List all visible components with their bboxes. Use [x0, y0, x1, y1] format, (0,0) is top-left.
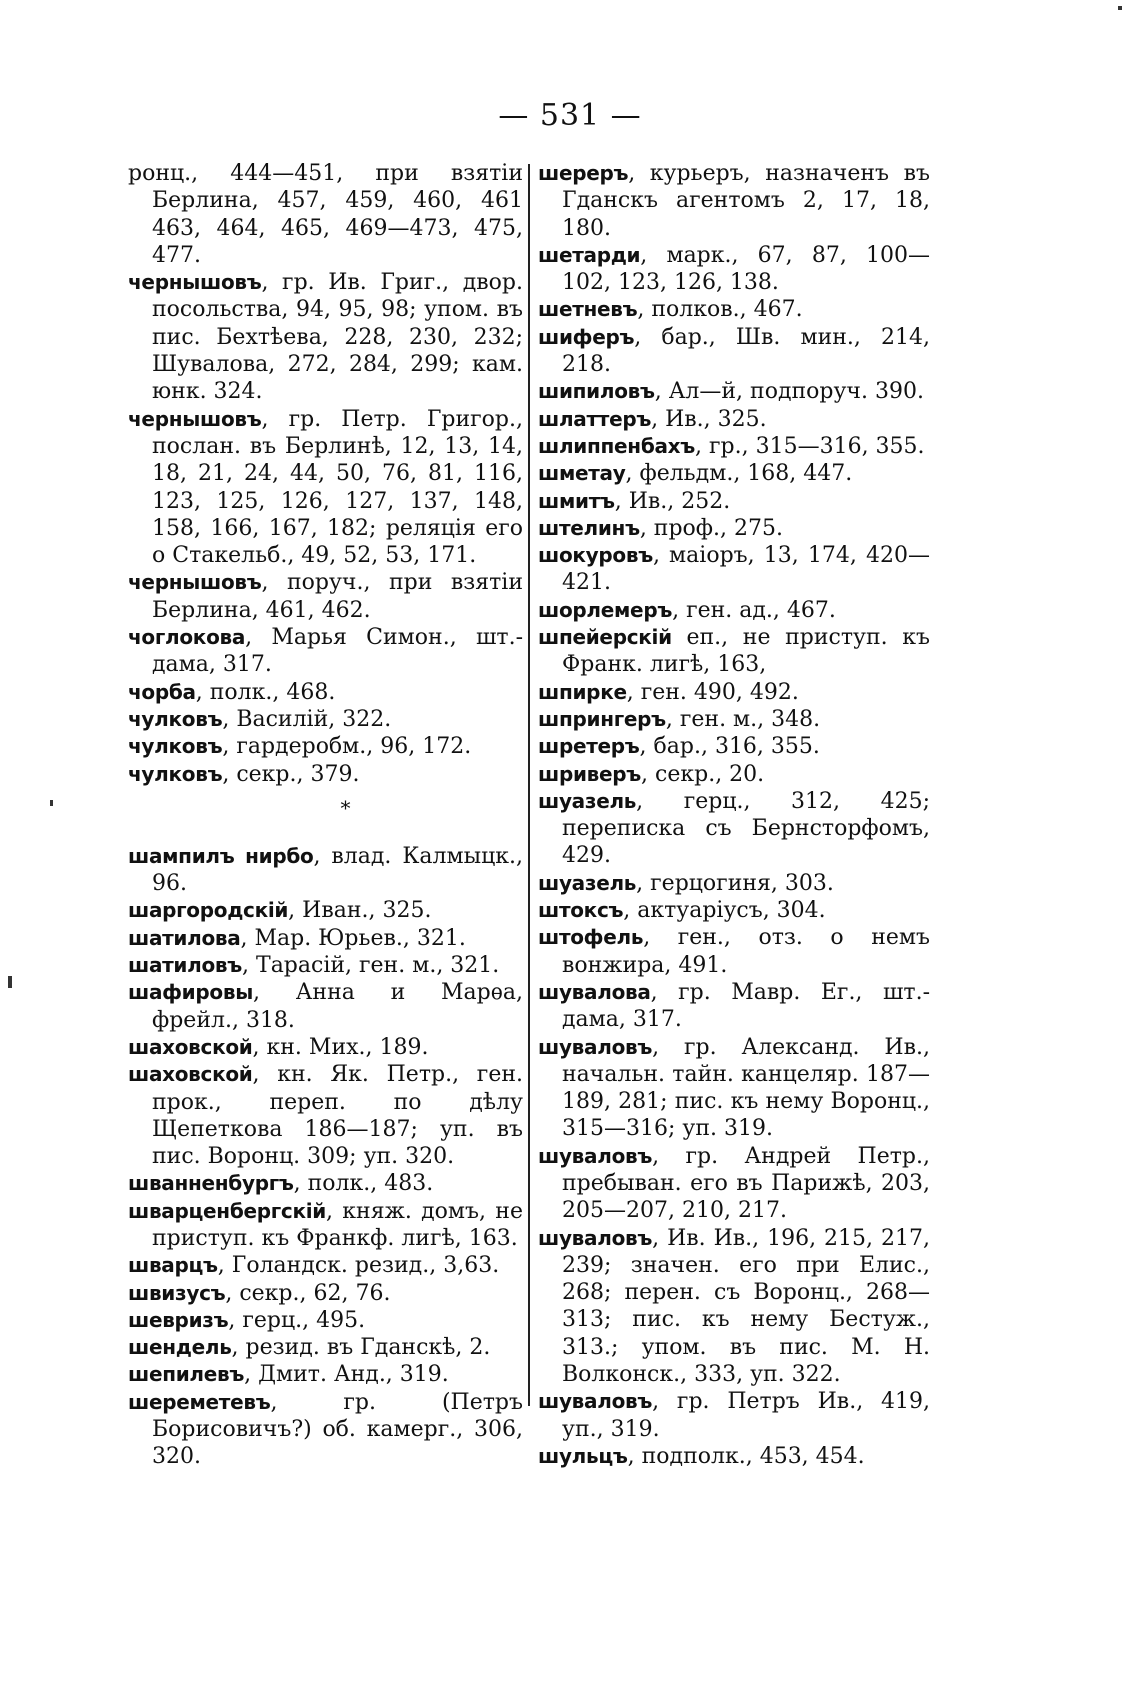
entry-details: , подполк., 453, 454. [627, 1443, 865, 1469]
entry-details: , марк., 67, 87, 100—102, 123, 126, 138. [562, 242, 930, 296]
entry-name: шлиппенбахъ [538, 433, 696, 458]
index-entry [538, 488, 930, 515]
entry-name: шварцъ [128, 1253, 218, 1278]
entry-details: , Василій, 322. [222, 706, 392, 732]
entry-name: шиферъ [538, 324, 635, 349]
index-entry [538, 924, 930, 979]
entry-details: , Дмит. Анд., 319. [244, 1362, 449, 1388]
index-entry [538, 788, 930, 870]
index-entry [128, 569, 523, 624]
entry-name: штоксъ [538, 898, 624, 923]
entry-details: , полк., 468. [195, 679, 336, 705]
entry-name: шипиловъ [538, 379, 655, 404]
index-entry [128, 1389, 523, 1471]
index-entry [128, 1334, 523, 1361]
entry-name: шаховской [128, 1062, 253, 1087]
index-entry [128, 1034, 523, 1061]
entry-details: , Ив. Ив., 196, 215, 217, 239; значен. его при Елис., 268; перен. съ Воронц., 268—313; пис. къ нему Бестуж., 313.; упом. въ пис. М. Н. Волконск., 333, уп. 322. [562, 1225, 930, 1388]
entry-details: , герц., 495. [228, 1307, 366, 1333]
entry-name: шметау [538, 461, 626, 486]
index-entry [128, 269, 523, 405]
index-entry [538, 679, 930, 706]
index-entry [538, 979, 930, 1034]
index-entry [128, 1170, 523, 1197]
index-entry [538, 624, 930, 679]
index-entry [128, 624, 523, 679]
index-entry [538, 324, 930, 379]
entry-details: , Мар. Юрьев., 321. [240, 925, 466, 951]
entry-name: шуазель [538, 788, 637, 813]
entry-details: , гр. Петръ Ив., 419, уп., 319. [562, 1389, 930, 1442]
index-entry [538, 897, 930, 924]
entry-details: , секр., 20. [641, 761, 765, 787]
index-entry [538, 706, 930, 733]
index-entry [538, 1443, 930, 1470]
entry-details: , секр., 379. [222, 761, 360, 787]
entry-details: , княж. домъ, не приступ. къ Франкф. лигѣ, 163. [152, 1198, 523, 1251]
entry-details: , актуаріусъ, 304. [623, 898, 826, 924]
entry-details: , кн. Мих., 189. [252, 1034, 429, 1060]
entry-details: , кн. Як. Петр., ген. прок., переп. по дѣлу Щепеткова 186—187; уп. въ пис. Воронц. 309; уп. 320. [152, 1062, 523, 1170]
entry-details: , бар., 316, 355. [639, 734, 820, 760]
page-number: — 531 — [498, 98, 642, 133]
entry-name: швизусъ [128, 1280, 226, 1305]
entry-details: , ген. ад., 467. [672, 597, 836, 623]
index-column-left [128, 160, 523, 1471]
entry-name: чулковъ [128, 734, 223, 759]
index-entry [538, 160, 930, 242]
index-entry [128, 897, 523, 924]
index-column-right [538, 160, 930, 1470]
index-entry [128, 733, 523, 760]
entry-details: , влад. Калмыцк., 96. [152, 843, 523, 897]
entry-name: чернышовъ [128, 570, 262, 595]
index-entry [538, 1034, 930, 1143]
entry-name: шевризъ [128, 1307, 229, 1332]
index-entry [538, 733, 930, 760]
entry-details: ронц., 444—451, при взятіи Берлина, 457, 459, 460, 461 463, 464, 465, 469—473, 475, 477. [128, 161, 523, 268]
entry-name: шретеръ [538, 734, 640, 759]
entry-details: , гр. Александ. Ив., начальн. тайн. канцеляр. 187—189, 281; пис. къ нему Воронц., 315—316; уп. 319. [562, 1034, 930, 1142]
entry-name: чоглокова [128, 625, 246, 650]
index-entry [128, 1198, 523, 1253]
entry-name: штофель [538, 925, 644, 950]
entry-details: , фельдм., 168, 447. [625, 461, 853, 487]
entry-details: , бар., Шв. мин., 214, 218. [562, 324, 930, 378]
entry-details: , полков., 467. [637, 297, 803, 323]
entry-details: , гр. Мавр. Ег., шт.-дама, 317. [562, 979, 930, 1033]
index-entry [128, 160, 523, 269]
entry-details: , гр. Петр. Григор., послан. въ Берлинѣ, 12, 13, 14, 18, 21, 24, 44, 50, 76, 81, 116, 123, 125, 126, 127, 137, 148, 158, 166, 167, 182; реляція его о Стакельб., 49, 52, 53, 171. [152, 406, 523, 569]
entry-name: шампилъ нирбо [128, 843, 314, 868]
entry-details: , Анна и Марѳа, фрейл., 318. [152, 980, 523, 1033]
entry-details: , ген. 490, 492. [626, 679, 799, 705]
entry-details: , Иван., 325. [288, 898, 432, 924]
entry-details: , Марья Симон., шт.-дама, 317. [152, 625, 523, 678]
index-entry [128, 925, 523, 952]
entry-details: , маіоръ, 13, 174, 420—421. [562, 543, 930, 596]
entry-name: шетневъ [538, 297, 638, 322]
entry-details: , Ал—й, подпоруч. 390. [654, 379, 924, 405]
index-entry [128, 761, 523, 788]
entry-details: , Ив., 252. [614, 488, 731, 514]
entry-details: , гардеробм., 96, 172. [222, 734, 472, 760]
index-entry [538, 433, 930, 460]
entry-name: шереметевъ [128, 1389, 271, 1414]
entry-name: шорлемеръ [538, 597, 673, 622]
entry-details: , проф., 275. [639, 515, 783, 541]
entry-name: шафировы [128, 980, 253, 1005]
index-entry [128, 1061, 523, 1170]
entry-details: , герцогиня, 303. [636, 870, 834, 896]
index-entry [128, 1307, 523, 1334]
index-entry [538, 1225, 930, 1389]
entry-name: шувалова [538, 979, 651, 1004]
entry-name: шуваловъ [538, 1225, 653, 1250]
entry-details: , гр. Андрей Петр., пребыван. его въ Парижѣ, 203, 205—207, 210, 217. [562, 1143, 930, 1224]
index-entry [538, 542, 930, 597]
index-entry [538, 1388, 930, 1443]
index-entry [538, 378, 930, 405]
index-entry [538, 242, 930, 297]
entry-details: , Голандск. резид., 3,63. [217, 1253, 500, 1279]
index-entry [128, 1361, 523, 1388]
entry-details: , герц., 312, 425; переписка съ Бернсторфомъ, 429. [562, 788, 930, 869]
entry-name: чулковъ [128, 761, 223, 786]
margin-mark [8, 976, 12, 988]
index-entry [128, 706, 523, 733]
entry-details: , резид. въ Гданскѣ, 2. [231, 1335, 491, 1361]
entry-details: , полк., 483. [293, 1171, 434, 1197]
entry-name: чернышовъ [128, 270, 262, 295]
entry-details: , курьеръ, назначенъ въ Гданскъ агентомъ 2, 17, 18, 180. [562, 161, 930, 241]
entry-name: шванненбургъ [128, 1171, 294, 1196]
entry-name: шпрингеръ [538, 706, 666, 731]
entry-name: чернышовъ [128, 406, 262, 431]
entry-details: , секр., 62, 76. [225, 1280, 391, 1306]
index-entry [538, 296, 930, 323]
entry-details: , ген. м., 348. [665, 706, 821, 732]
entry-name: шаховской [128, 1034, 253, 1059]
entry-name: шереръ [538, 161, 629, 185]
entry-name: штелинъ [538, 515, 640, 540]
entry-name: шуваловъ [538, 1034, 653, 1059]
entry-name: шатилова [128, 925, 241, 950]
entry-name: шуазель [538, 870, 637, 895]
index-entry [538, 870, 930, 897]
entry-name: шепилевъ [128, 1362, 245, 1387]
index-entry [538, 597, 930, 624]
margin-mark [50, 800, 53, 806]
entry-name: шокуровъ [538, 543, 653, 568]
entry-name: шуваловъ [538, 1143, 653, 1168]
index-entry [128, 952, 523, 979]
entry-name: шмитъ [538, 488, 615, 513]
entry-details: , гр. Ив. Григ., двор. посольства, 94, 95, 98; упом. въ пис. Бехтѣева, 228, 230, 232; Шувалова, 272, 284, 299; кам. юнк. 324. [152, 270, 523, 405]
index-entry [538, 460, 930, 487]
entry-name: шендель [128, 1335, 232, 1360]
entry-name: чулковъ [128, 706, 223, 731]
index-entry [128, 979, 523, 1034]
index-entry [128, 406, 523, 570]
index-entry [538, 515, 930, 542]
margin-mark [1118, 6, 1122, 10]
entry-details: , поруч., при взятіи Берлина, 461, 462. [152, 570, 523, 623]
entry-name: шлаттеръ [538, 406, 652, 431]
entry-details: , гр., 315—316, 355. [695, 433, 925, 459]
index-entry [128, 679, 523, 706]
entry-name: шуваловъ [538, 1389, 653, 1414]
entry-name: шатиловъ [128, 953, 243, 978]
section-divider-star: * [340, 795, 351, 820]
entry-name: шульцъ [538, 1443, 628, 1468]
entry-name: чорба [128, 679, 196, 704]
entry-details: , ген., отз. о немъ вонжира, 491. [562, 925, 930, 978]
entry-name: шаргородскій [128, 898, 289, 923]
column-divider [528, 164, 530, 1406]
index-entry [128, 843, 523, 898]
index-entry [538, 761, 930, 788]
entry-details: еп., не приступ. къ Франк. лигѣ, 163, [562, 625, 930, 678]
index-entry [128, 1252, 523, 1279]
entry-name: шетарди [538, 242, 641, 267]
entry-name: шварценбергскій [128, 1198, 327, 1223]
entry-details: , гр. (Петръ Борисовичъ?) об. камерг., 306, 320. [152, 1389, 523, 1470]
index-entry [128, 1280, 523, 1307]
entry-name: шпейерскій [538, 625, 672, 650]
entry-details: , Тарасій, ген. м., 321. [242, 953, 500, 979]
entry-details: , Ив., 325. [651, 406, 767, 432]
entry-name: шпирке [538, 679, 627, 704]
entry-name: шриверъ [538, 761, 642, 786]
index-entry [538, 1143, 930, 1225]
index-entry [538, 406, 930, 433]
